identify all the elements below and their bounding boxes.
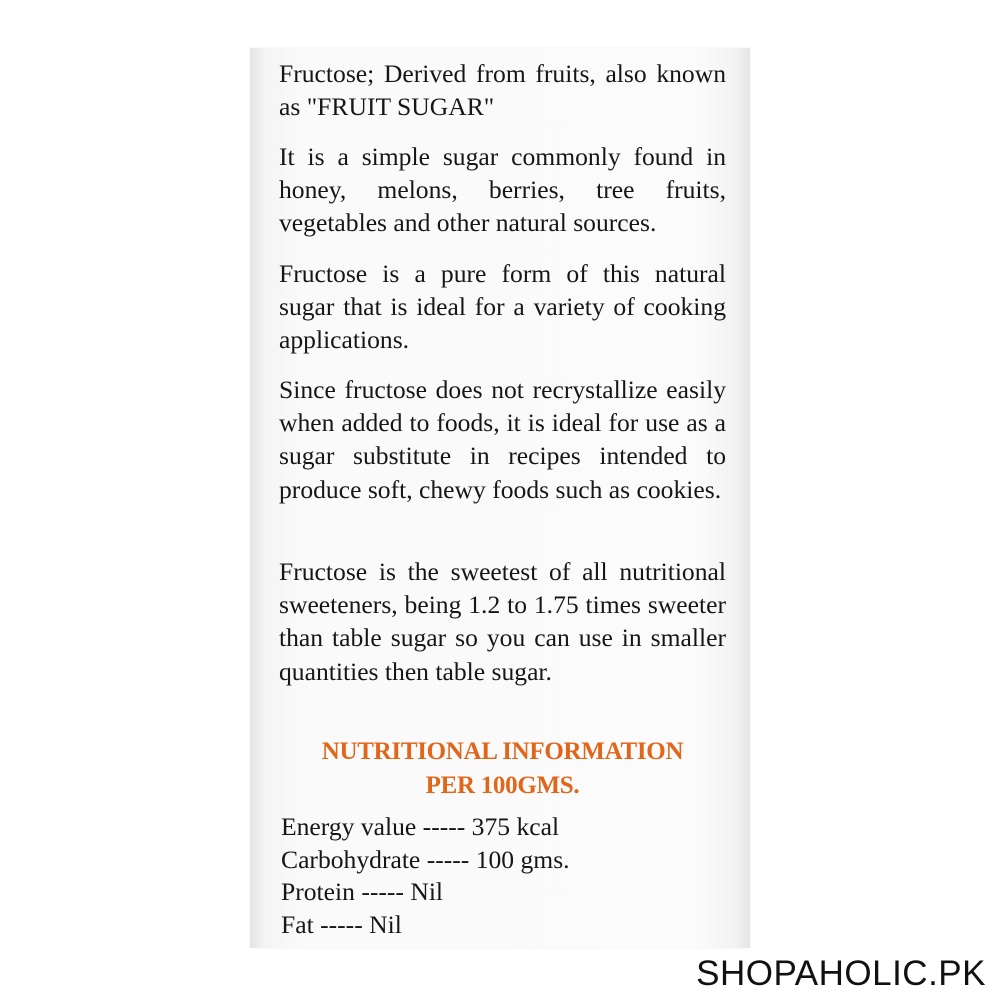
nutrition-row-protein: Protein ----- Nil	[281, 877, 444, 906]
shop-watermark: SHOPAHOLIC.PK	[696, 954, 986, 993]
nutrition-heading-line1: NUTRITIONAL INFORMATION	[321, 738, 684, 765]
cooking-paragraph: Fructose is a pure form of this natural sugar that is ideal for a variety of cooking applications.	[279, 259, 726, 355]
nutrition-list	[281, 811, 731, 941]
nutrition-row-carbohydrate: Carbohydrate ----- 100 gms.	[281, 844, 570, 874]
sweetness-paragraph: Fructose is the sweetest of all nutritional sweeteners, being 1.2 to 1.75 times sweeter than table sugar so you can use in smaller quantities then table sugar.	[279, 557, 726, 686]
intro-paragraph: Fructose; Derived from fruits, also known as "FRUIT SUGAR"	[279, 59, 726, 122]
nutrition-row-energy: Energy value ----- 375 kcal	[281, 812, 560, 841]
substitute-paragraph: Since fructose does not recrystallize easily when added to foods, it is ideal for use as a sugar substitute in recipes intended to produce soft, chewy foods such as cookies.	[279, 375, 726, 504]
description-paragraph: It is a simple sugar commonly found in honey, melons, berries, tree fruits, vegetables and other natural sources.	[279, 142, 726, 238]
nutrition-row-fat: Fat ----- Nil	[281, 909, 402, 939]
nutrition-heading	[270, 735, 735, 803]
nutrition-heading-line2: PER 100GMS.	[425, 772, 580, 799]
